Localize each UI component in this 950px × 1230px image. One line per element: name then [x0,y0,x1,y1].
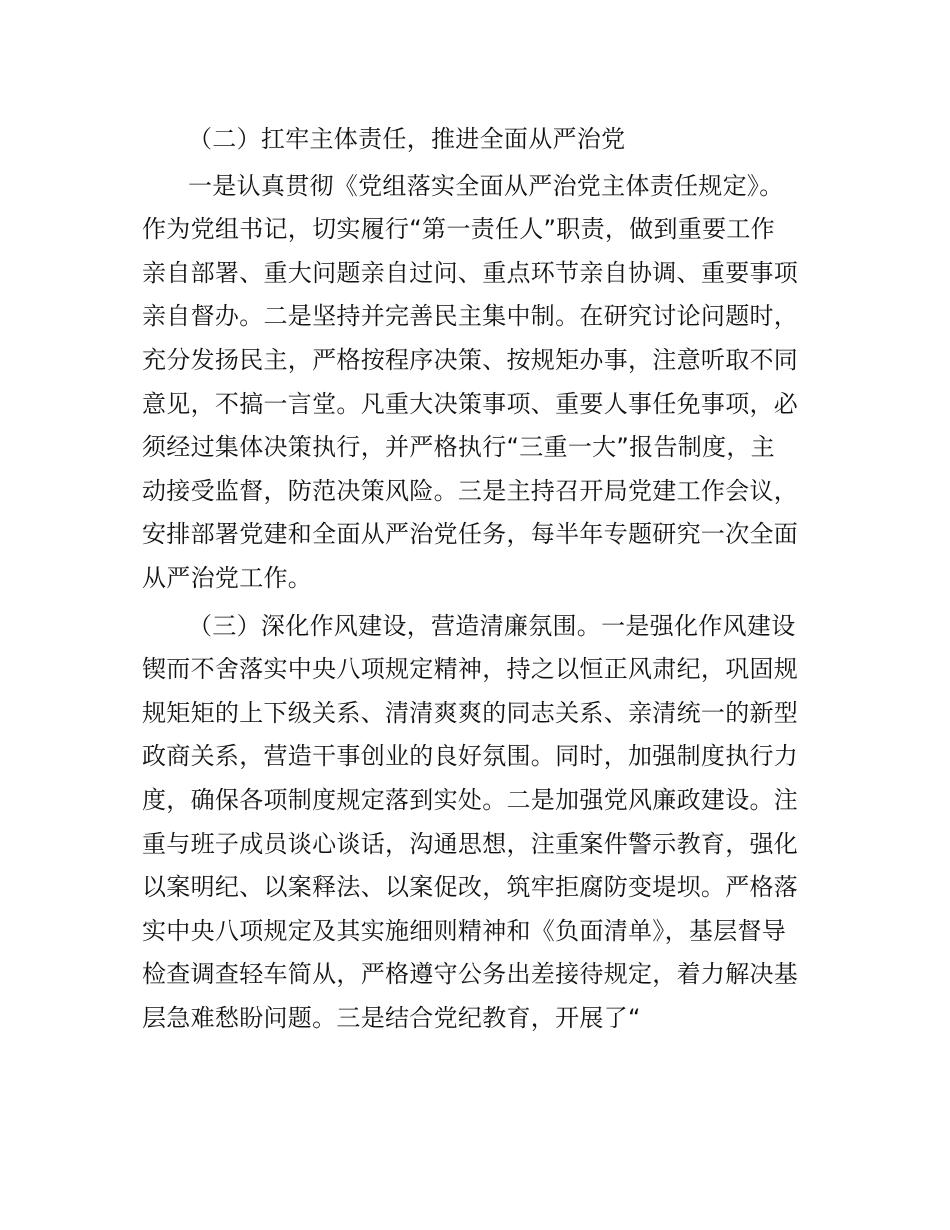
paragraph-section-3 [142,605,812,1041]
text-line: 动接受监督，防范决策风险。三是主持召开局党建工作会议， [142,476,799,505]
text-line: 须经过集体决策执行，并严格执行“三重一大”报告制度，主 [142,433,775,462]
paragraph-section-2 [142,165,812,601]
text-line: 一是认真贯彻《党组落实全面从严治党主体责任规定》。 [188,171,784,200]
text-line: 从严治党工作。 [142,563,313,592]
text-line: 作为党组书记，切实履行“第一责任人”职责，做到重要工作 [142,215,775,244]
text-line: 检查调查轻车简从，严格遵守公务出差接待规定，着力解决基 [142,960,799,989]
section-heading-2: （二）扛牢主体责任，推进全面从严治党 [188,125,626,153]
text-line: 规矩矩的上下级关系、清清爽爽的同志关系、亲清统一的新型 [142,698,799,727]
text-line: 以案明纪、以案释法、以案促改，筑牢拒腐防变堤坝。严格落 [142,873,799,902]
document-body [142,118,812,1040]
text-line: 度，确保各项制度规定落到实处。二是加强党风廉政建设。注 [142,785,799,814]
text-line: 锲而不舍落实中央八项规定精神，持之以恒正风肃纪，巩固规 [142,655,799,684]
text-line: （三）深化作风建设，营造清廉氛围。一是强化作风建设 [188,611,796,640]
text-line: 充分发扬民主，严格按程序决策、按规矩办事，注意听取不同 [142,345,799,374]
text-line: 重与班子成员谈心谈话，沟通思想，注重案件警示教育，强化 [142,829,799,858]
text-line: 实中央八项规定及其实施细则精神和《负面清单》，基层督导 [142,916,787,945]
text-line: 层急难愁盼问题。三是结合党纪教育，开展了“ [142,1003,641,1032]
text-line: 意见，不搞一言堂。凡重大决策事项、重要人事任免事项，必 [142,389,799,418]
text-line: 政商关系，营造干事创业的良好氛围。同时，加强制度执行力 [142,742,799,771]
text-line: 安排部署党建和全面从严治党任务，每半年专题研究一次全面 [142,520,799,549]
text-line: 亲自部署、重大问题亲自过问、重点环节亲自协调、重要事项 [142,258,799,287]
text-line: 亲自督办。二是坚持并完善民主集中制。在研究讨论问题时， [142,302,799,331]
